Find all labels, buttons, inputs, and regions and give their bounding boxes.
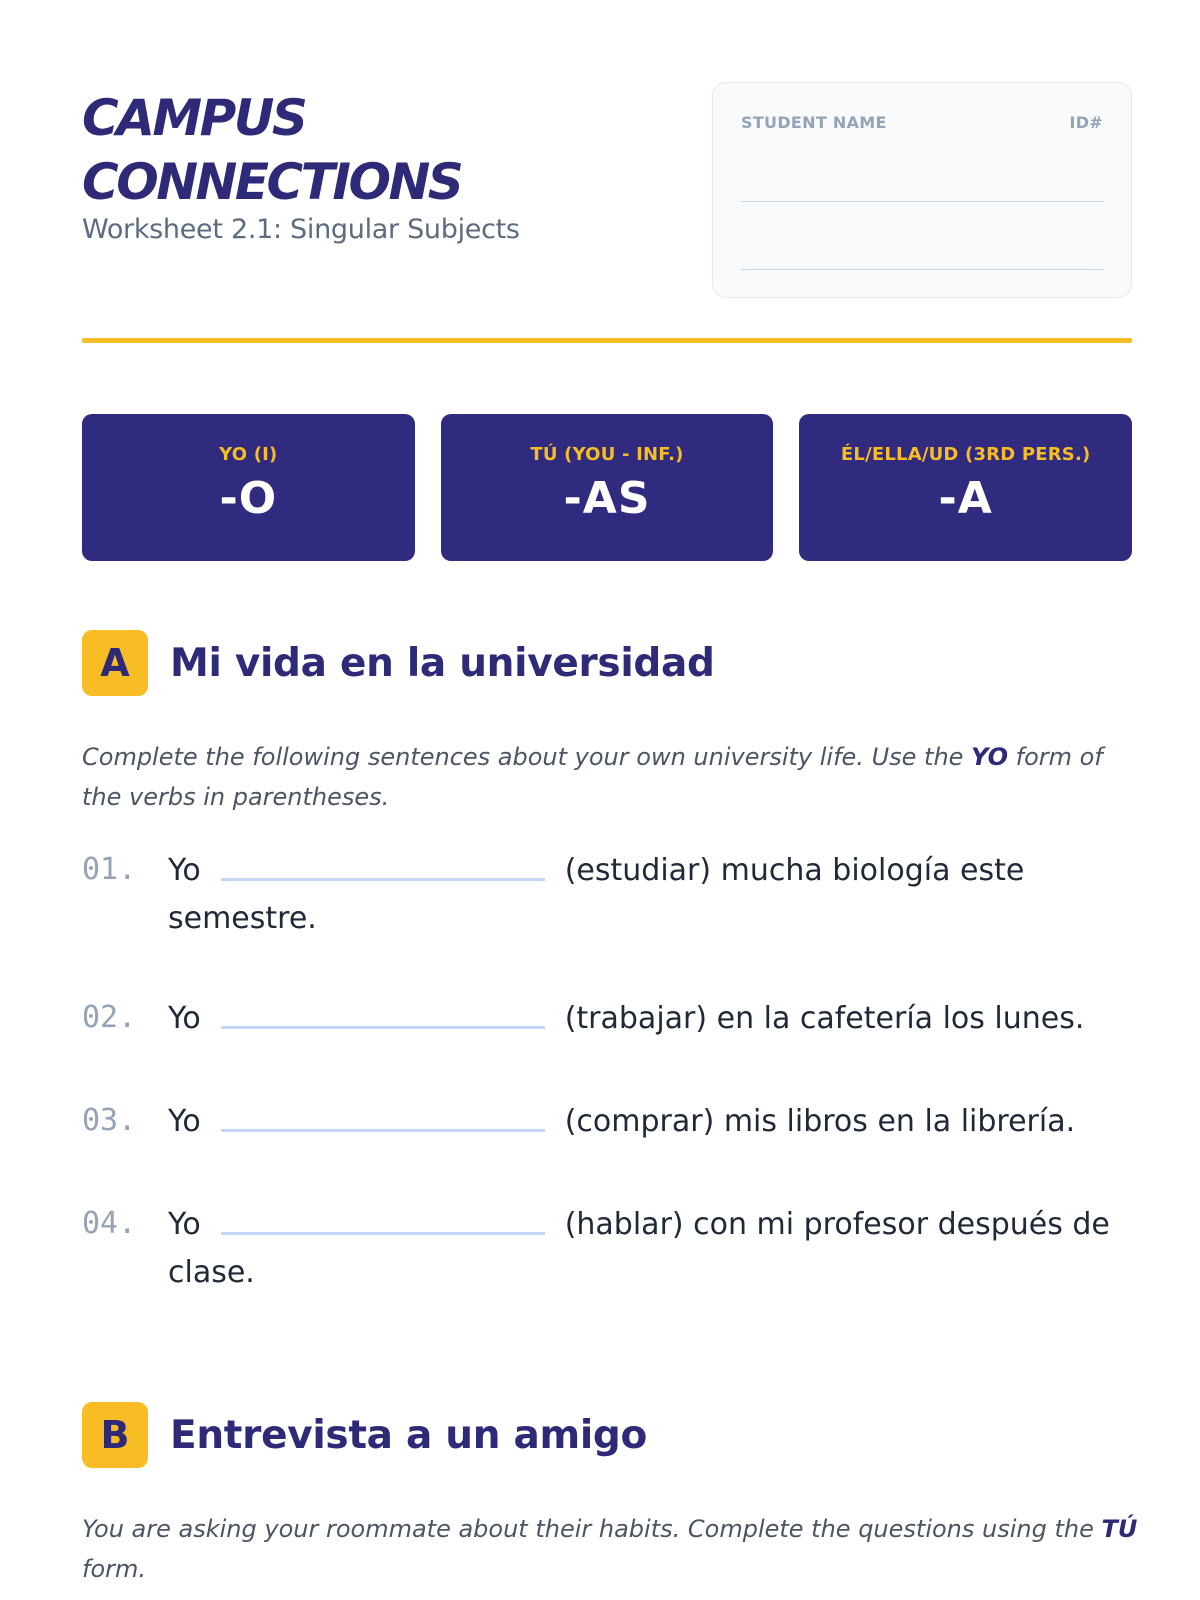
section-b-badge: B bbox=[82, 1402, 148, 1468]
ending-card-tu bbox=[441, 414, 774, 561]
ending-card-value: -O bbox=[219, 473, 278, 524]
section-a-badge: A bbox=[82, 630, 148, 696]
ending-card-label: ÉL/ELLA/UD (3RD PERS.) bbox=[840, 444, 1091, 465]
section-a-instructions bbox=[82, 737, 1142, 817]
student-id-line[interactable] bbox=[741, 269, 1103, 270]
ending-card-label: TÚ (YOU - INF.) bbox=[530, 444, 684, 465]
instr-text: Complete the following sentences about your own university life. Use the bbox=[82, 743, 972, 771]
student-info-box bbox=[712, 82, 1132, 298]
worksheet-subtitle: Worksheet 2.1: Singular Subjects bbox=[82, 214, 520, 245]
exercise-sentence bbox=[168, 1201, 1152, 1297]
answer-blank[interactable] bbox=[221, 878, 545, 881]
exercise-number: 01. bbox=[82, 852, 137, 887]
student-name-label: STUDENT NAME bbox=[741, 113, 887, 132]
exercise-item bbox=[82, 1098, 1152, 1146]
exercise-rest: (comprar) mis libros en la librería. bbox=[564, 1104, 1076, 1139]
ending-cards bbox=[82, 414, 1132, 561]
exercise-subject: Yo bbox=[168, 1001, 201, 1036]
exercise-item bbox=[82, 1201, 1152, 1297]
student-name-line[interactable] bbox=[741, 201, 1103, 202]
ending-card-el-ella-ud bbox=[799, 414, 1132, 561]
section-b-header bbox=[82, 1402, 647, 1468]
exercise-subject: Yo bbox=[168, 1104, 201, 1139]
answer-blank[interactable] bbox=[221, 1129, 545, 1132]
ending-card-value: -A bbox=[938, 473, 993, 524]
ending-card-label: YO (I) bbox=[219, 444, 278, 465]
exercise-rest: (trabajar) en la cafetería los lunes. bbox=[564, 1001, 1085, 1036]
exercise-number: 03. bbox=[82, 1103, 137, 1138]
header-divider bbox=[82, 338, 1132, 343]
instr-emphasis: YO bbox=[971, 743, 1008, 771]
instr-emphasis: TÚ bbox=[1101, 1515, 1138, 1543]
exercise-rest: (hablar) con mi profesor después de clase. bbox=[168, 1207, 1110, 1290]
answer-blank[interactable] bbox=[221, 1026, 545, 1029]
brand-title-line1: CAMPUS bbox=[82, 89, 306, 147]
ending-card-yo bbox=[82, 414, 415, 561]
section-b-instructions bbox=[82, 1509, 1142, 1589]
instr-text: form. bbox=[82, 1555, 147, 1583]
exercise-number: 04. bbox=[82, 1206, 137, 1241]
instr-text: form of the verbs in parentheses. bbox=[82, 743, 1103, 811]
section-a-header bbox=[82, 630, 715, 696]
brand-title-line2: CONNECTIONS bbox=[82, 153, 462, 211]
ending-card-value: -AS bbox=[563, 473, 651, 524]
exercise-subject: Yo bbox=[168, 853, 201, 888]
exercise-sentence bbox=[168, 995, 1152, 1043]
instr-text: You are asking your roommate about their habits. Complete the questions using the bbox=[82, 1515, 1102, 1543]
section-b-title: Entrevista a un amigo bbox=[170, 1412, 648, 1458]
exercise-sentence bbox=[168, 847, 1152, 943]
exercise-number: 02. bbox=[82, 1000, 137, 1035]
answer-blank[interactable] bbox=[221, 1232, 545, 1235]
exercise-item bbox=[82, 847, 1152, 943]
exercise-subject: Yo bbox=[168, 1207, 201, 1242]
section-a-title: Mi vida en la universidad bbox=[170, 640, 715, 686]
exercise-item bbox=[82, 995, 1152, 1043]
exercise-rest: (estudiar) mucha biología este semestre. bbox=[168, 853, 1025, 936]
exercise-sentence bbox=[168, 1098, 1152, 1146]
brand-title bbox=[82, 86, 520, 214]
worksheet-header bbox=[82, 86, 520, 245]
student-id-label: ID# bbox=[1069, 113, 1103, 132]
